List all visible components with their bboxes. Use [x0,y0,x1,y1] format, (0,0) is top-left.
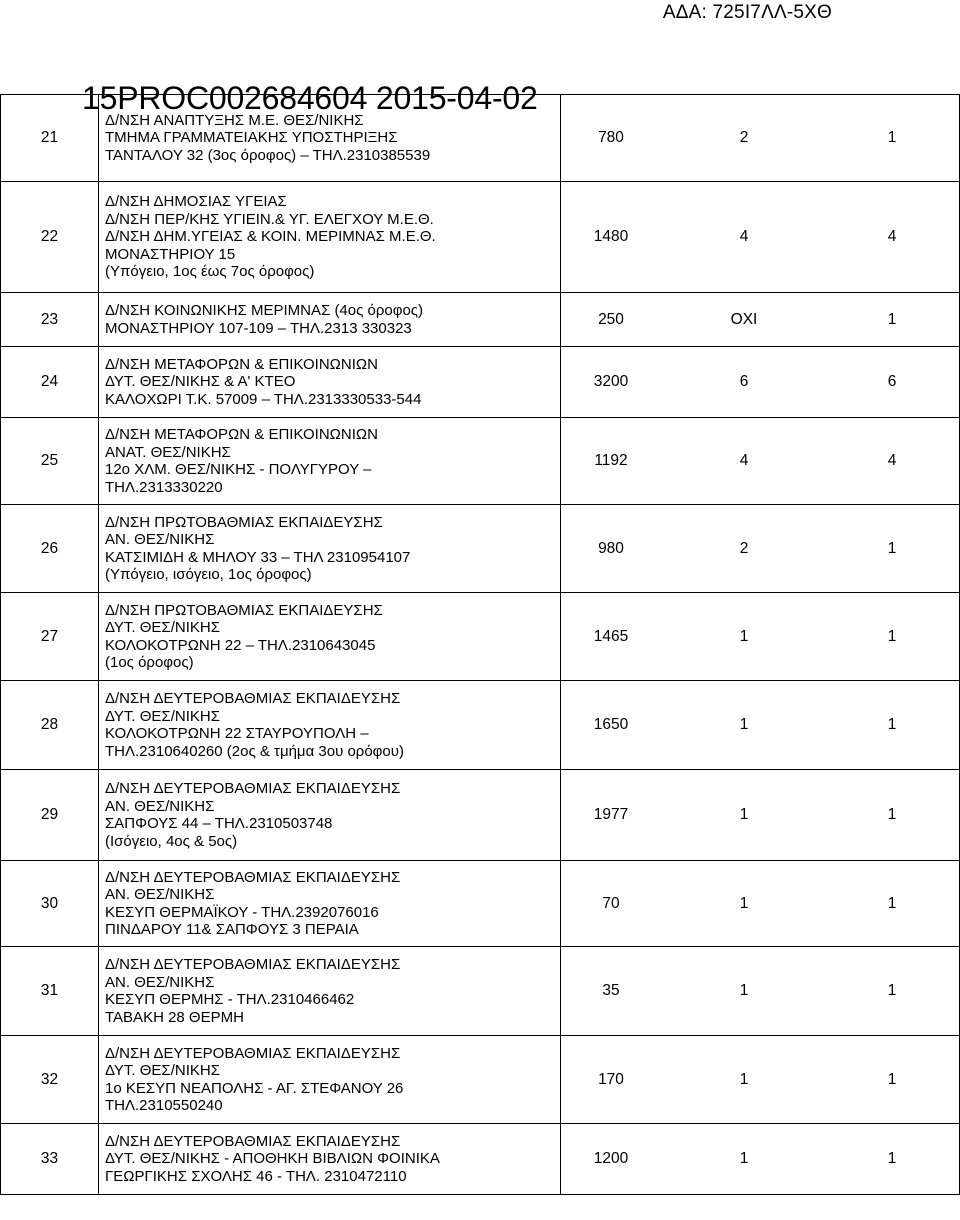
description-line: ΔΥΤ. ΘΕΣ/ΝΙΚΗΣ [105,619,220,636]
area-value: 35 [602,982,620,999]
ada-identifier: ΑΔΑ: 725Ι7ΛΛ-5ΧΘ [662,2,832,23]
description-line: 12ο ΧΛΜ. ΘΕΣ/ΝΙΚΗΣ - ΠΟΛΥΓΥΡΟΥ – [105,461,372,478]
values-cell [561,95,960,182]
row-number: 21 [1,95,99,182]
third-value: 6 [887,373,897,390]
table-row [1,861,960,947]
description-line: Δ/ΝΣΗ ΔΕΥΤΕΡΟΒΑΘΜΙΑΣ ΕΚΠΑΙΔΕΥΣΗΣ [105,780,401,797]
row-number: 29 [1,770,99,861]
table-row [1,505,960,593]
description-line: ΑΝ. ΘΕΣ/ΝΙΚΗΣ [105,973,215,991]
description-line: ΜΟΝΑΣΤΗΡΙΟΥ 15 [105,245,236,263]
description-line: ΔΥΤ. ΘΕΣ/ΝΙΚΗΣ - ΑΠΟΘΗΚΗ ΒΙΒΛΙΩΝ ΦΟΙΝΙΚΑ [105,1150,440,1168]
description-line: ΑΝ. ΘΕΣ/ΝΙΚΗΣ [105,531,215,548]
service-description [99,947,561,1036]
description-line: Δ/ΝΣΗ ΔΕΥΤΕΡΟΒΑΘΜΙΑΣ ΕΚΠΑΙΔΕΥΣΗΣ [105,1132,401,1150]
description-line: ΤΑΝΤΑΛΟΥ 32 (3ος όροφος) – ΤΗΛ.2310385539 [105,146,431,164]
service-description [99,593,561,681]
row-number: 26 [1,505,99,593]
service-description [99,1124,561,1195]
description-line: ΚΑΛΟΧΩΡΙ Τ.Κ. 57009 – ΤΗΛ.2313330533-544 [105,390,422,408]
second-value: 4 [739,452,749,469]
description-line: ΓΕΩΡΓΙΚΗΣ ΣΧΟΛΗΣ 46 - ΤΗΛ. 2310472110 [105,1167,407,1185]
second-value: 1 [739,806,749,823]
area-value: 1650 [593,716,629,733]
description-line: ΤΗΛ.2310550240 [105,1097,223,1114]
row-number: 33 [1,1124,99,1195]
description-line: ΚΑΤΣΙΜΙΔΗ & ΜΗΛΟΥ 33 – ΤΗΛ 2310954107 [105,548,411,566]
table-row [1,681,960,770]
table-row [1,293,960,347]
values-cell [561,593,960,681]
description-line: ΤΗΛ.2310640260 (2ος & τμήμα 3ου ορόφου) [105,742,404,760]
second-value: ΟΧΙ [730,310,758,328]
description-line: Δ/ΝΣΗ ΜΕΤΑΦΟΡΩΝ & ΕΠΙΚΟΙΝΩΝΙΩΝ [105,355,378,373]
description-line: ΜΟΝΑΣΤΗΡΙΟΥ 107-109 – ΤΗΛ.2313 330323 [105,319,412,337]
values-cell [561,293,960,347]
third-value: 1 [887,310,897,328]
description-line: ΤΜΗΜΑ ΓΡΑΜΜΑΤΕΙΑΚΗΣ ΥΠΟΣΤΗΡΙΞΗΣ [105,129,398,147]
table-row [1,182,960,293]
second-value: 2 [739,539,749,557]
description-line: Δ/ΝΣΗ ΑΝΑΠΤΥΞΗΣ Μ.Ε. ΘΕΣ/ΝΙΚΗΣ [105,111,364,129]
third-value: 1 [887,894,897,912]
description-line: Δ/ΝΣΗ ΜΕΤΑΦΟΡΩΝ & ΕΠΙΚΟΙΝΩΝΙΩΝ [105,426,378,443]
area-value: 980 [598,539,624,557]
values-cell [561,861,960,947]
description-line: (1ος όροφος) [105,654,194,671]
description-line: Δ/ΝΣΗ ΠΡΩΤΟΒΑΘΜΙΑΣ ΕΚΠΑΙΔΕΥΣΗΣ [105,601,383,619]
area-value: 1200 [593,1150,629,1167]
description-line: Δ/ΝΣΗ ΔΕΥΤΕΡΟΒΑΘΜΙΑΣ ΕΚΠΑΙΔΕΥΣΗΣ [105,956,401,973]
third-value: 1 [887,1150,897,1167]
service-description [99,681,561,770]
area-value: 250 [598,310,624,328]
description-line: ΔΥΤ. ΘΕΣ/ΝΙΚΗΣ [105,707,220,725]
area-value: 1192 [594,452,628,469]
second-value: 1 [739,894,749,912]
row-number: 22 [1,182,99,293]
buildings-table [0,94,960,1195]
protocol-number: 15PROC002684604 2015-04-02 [82,80,538,116]
area-value: 780 [598,129,624,146]
row-number: 23 [1,293,99,347]
description-line: ΚΟΛΟΚΟΤΡΩΝΗ 22 ΣΤΑΥΡΟΥΠΟΛΗ – [105,725,369,742]
description-line: Δ/ΝΣΗ ΔΕΥΤΕΡΟΒΑΘΜΙΑΣ ΕΚΠΑΙΔΕΥΣΗΣ [105,690,401,707]
row-number: 24 [1,347,99,418]
area-value: 1480 [593,228,629,245]
description-line: ΑΝΑΤ. ΘΕΣ/ΝΙΚΗΣ [105,443,231,461]
row-number: 31 [1,947,99,1036]
third-value: 1 [887,806,897,823]
row-number: 30 [1,861,99,947]
description-line: ΤΑΒΑΚΗ 28 ΘΕΡΜΗ [105,1008,244,1026]
description-line: Δ/ΝΣΗ ΔΕΥΤΕΡΟΒΑΘΜΙΑΣ ΕΚΠΑΙΔΕΥΣΗΣ [105,1044,401,1062]
table-row [1,1124,960,1195]
values-cell [561,347,960,418]
service-description [99,861,561,947]
description-line: Δ/ΝΣΗ ΠΕΡ/ΚΗΣ ΥΓΙΕΙΝ.& ΥΓ. ΕΛΕΓΧΟΥ Μ.Ε.Θ. [105,210,434,228]
area-value: 3200 [593,373,629,390]
area-value: 1977 [593,806,629,823]
values-cell [561,947,960,1036]
description-line: ΑΝ. ΘΕΣ/ΝΙΚΗΣ [105,797,215,815]
second-value: 4 [739,228,749,245]
service-description [99,1036,561,1124]
third-value: 1 [887,716,897,733]
values-cell [561,770,960,861]
second-value: 2 [739,129,749,146]
third-value: 4 [887,452,897,469]
service-description [99,347,561,418]
description-line: ΚΕΣΥΠ ΘΕΡΜΑΪΚΟΥ - ΤΗΛ.2392076016 [105,903,379,921]
third-value: 1 [887,1070,897,1088]
area-value: 70 [602,894,620,912]
values-cell [561,182,960,293]
values-cell [561,681,960,770]
description-line: ΑΝ. ΘΕΣ/ΝΙΚΗΣ [105,886,215,903]
values-cell [561,505,960,593]
service-description [99,505,561,593]
second-value: 1 [739,1070,749,1088]
table-row [1,770,960,861]
third-value: 4 [887,228,897,245]
description-line: Δ/ΝΣΗ ΔΗΜ.ΥΓΕΙΑΣ & ΚΟΙΝ. ΜΕΡΙΜΝΑΣ Μ.Ε.Θ. [105,228,436,246]
row-number: 25 [1,418,99,505]
description-line: (Υπόγειο, ισόγειο, 1ος όροφος) [105,566,312,583]
second-value: 1 [739,982,749,999]
description-line: ΤΗΛ.2313330220 [105,478,223,496]
description-line: Δ/ΝΣΗ ΔΗΜΟΣΙΑΣ ΥΓΕΙΑΣ [105,193,287,211]
third-value: 1 [887,982,897,999]
values-cell [561,418,960,505]
third-value: 1 [887,129,897,146]
row-number: 32 [1,1036,99,1124]
table-row [1,947,960,1036]
values-cell [561,1124,960,1195]
table-row [1,347,960,418]
second-value: 1 [739,716,749,733]
table-row [1,1036,960,1124]
description-line: (Υπόγειο, 1ος έως 7ος όροφος) [105,263,315,281]
service-description [99,182,561,293]
description-line: ΣΑΠΦΟΥΣ 44 – ΤΗΛ.2310503748 [105,815,333,832]
values-cell [561,1036,960,1124]
description-line: (Ισόγειο, 4ος & 5ος) [105,832,238,850]
area-value: 170 [598,1070,624,1088]
description-line: Δ/ΝΣΗ ΚΟΙΝΩΝΙΚΗΣ ΜΕΡΙΜΝΑΣ (4ος όροφος) [105,302,424,319]
description-line: ΚΟΛΟΚΟΤΡΩΝΗ 22 – ΤΗΛ.2310643045 [105,636,376,654]
description-line: ΔΥΤ. ΘΕΣ/ΝΙΚΗΣ & Α' ΚΤΕΟ [105,373,296,391]
third-value: 1 [887,627,897,645]
second-value: 1 [739,627,749,645]
row-number: 27 [1,593,99,681]
second-value: 6 [739,373,749,390]
service-description [99,770,561,861]
second-value: 1 [739,1150,749,1167]
table-row [1,418,960,505]
description-line: ΚΕΣΥΠ ΘΕΡΜΗΣ - ΤΗΛ.2310466462 [105,991,355,1008]
description-line: Δ/ΝΣΗ ΔΕΥΤΕΡΟΒΑΘΜΙΑΣ ΕΚΠΑΙΔΕΥΣΗΣ [105,868,401,886]
description-line: ΠΙΝΔΑΡΟΥ 11& ΣΑΠΦΟΥΣ 3 ΠΕΡΑΙΑ [105,921,359,938]
service-description [99,418,561,505]
description-line: Δ/ΝΣΗ ΠΡΩΤΟΒΑΘΜΙΑΣ ΕΚΠΑΙΔΕΥΣΗΣ [105,513,383,531]
row-number: 28 [1,681,99,770]
table-row [1,593,960,681]
third-value: 1 [887,539,897,557]
service-description [99,293,561,347]
description-line: 1ο ΚΕΣΥΠ ΝΕΑΠΟΛΗΣ - ΑΓ. ΣΤΕΦΑΝΟΥ 26 [105,1079,404,1097]
description-line: ΔΥΤ. ΘΕΣ/ΝΙΚΗΣ [105,1062,220,1079]
area-value: 1465 [593,627,629,645]
